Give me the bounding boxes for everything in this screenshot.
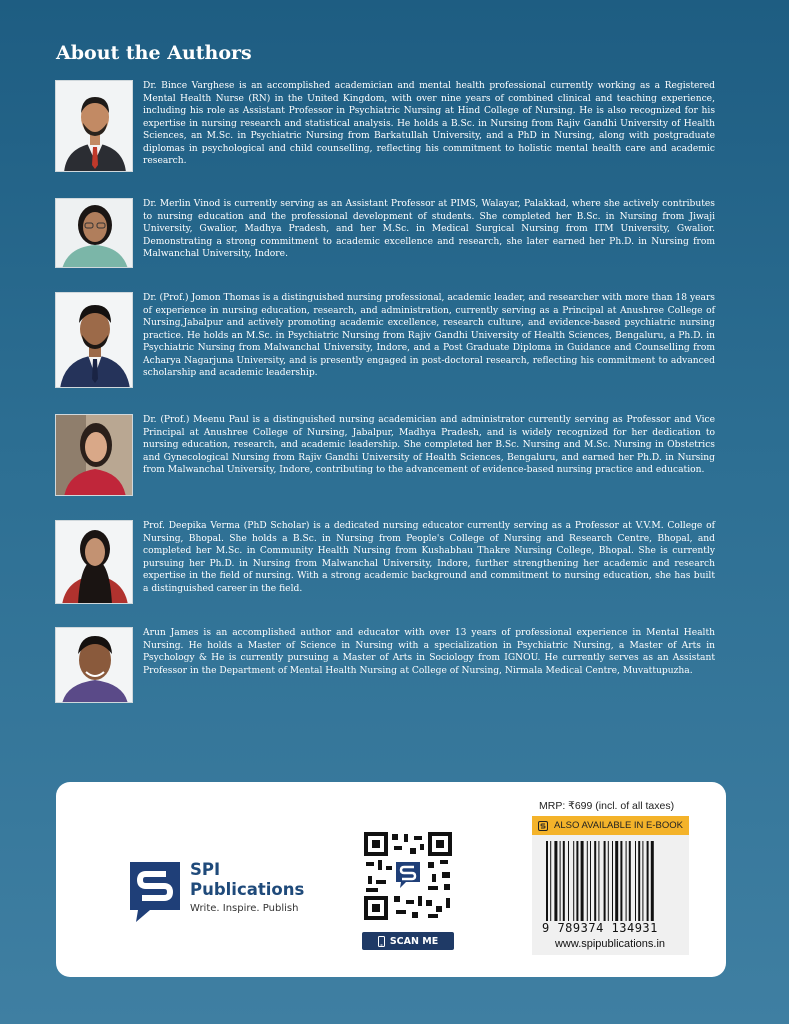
author-bio: Dr. Bince Varghese is an accomplished academician and mental health professional currently working as a Registered Mental Health Nurse (RN) in the United Kingdom, with over nine years of combined clinical and teaching experience, including his role as Assistant Professor in Psychiatric Nursing at Hind College of Nursing. He is also recognized for his expertise in nursing research and statistical analysis. He holds a B.Sc. in Nursing from Rajiv Gandhi University of Health Sciences, an M.Sc. in Psychiatric Nursing from Barkatullah University, and a PhD in Nursing, along with postgraduate diplomas in psychological and child counselling, reflecting his commitment to holistic mental health care and academic research. xyxy=(143,81,715,167)
barcode-area xyxy=(532,835,689,955)
author-photo xyxy=(55,627,133,703)
author-photo xyxy=(55,414,133,496)
publisher-name: SPI xyxy=(190,860,221,879)
author-bio: Dr. (Prof.) Jomon Thomas is a distinguished nursing professional, academic leader, and researcher with more than 18 years of experience in nursing education, research, and administration, currently serving as a Principal at Anushree College of Nursing,Jabalpur and actively promoting academic excellence, research culture, and evidence-based psychiatric nursing practice. He holds an M.Sc. in Psychiatric Nursing from Rajiv Gandhi University of Health Sciences, Bengaluru, a Ph.D. in Psychiatric Nursing from Malwanchal University, Indore, and a Post Graduate Diploma in Guidance and Counselling from Acharya Nagarjuna University, and is presently engaged in post-doctoral research, reflecting his commitment to advanced scholarship and academic leadership. xyxy=(143,293,715,379)
author-entry xyxy=(55,292,715,388)
publisher-name: Publications xyxy=(190,880,305,899)
author-photo xyxy=(55,292,133,388)
publisher-logo-icon xyxy=(126,858,184,924)
scan-me-label xyxy=(362,932,454,950)
phone-icon xyxy=(378,936,385,947)
publisher-website: www.spipublications.in xyxy=(554,938,666,950)
author-bio: Dr. Merlin Vinod is currently serving as an Assistant Professor at PIMS, Walayar, Palakkad, where she actively contributes to nursing education and the professional development of students. She completed her B.Sc. in Nursing from Jiwaji University, Gwalior, Madhya Pradesh, and her M.Sc. in Medical Surgical Nursing from ITM University, Gwalior. Demonstrating a strong commitment to academic excellence and research, she later earned her Ph.D. in Nursing from Malwanchal University, Indore. xyxy=(143,199,715,260)
author-photo xyxy=(55,198,133,268)
qr-code[interactable] xyxy=(362,830,454,922)
barcode xyxy=(546,841,674,921)
author-entry xyxy=(55,414,715,496)
author-bio: Prof. Deepika Verma (PhD Scholar) is a dedicated nursing educator currently serving as a Professor at V.V.M. College of Nursing, Bhopal. She holds a B.Sc. in Nursing from People's College of Nursing and Research Centre, Bhopal, and completed her M.Sc. in Community Health Nursing from Kushabhau Thakre Nursing College, Bhopal. She is currently pursuing her Ph.D. in Nursing from Malwanchal University, Indore, further strengthening her academic and research expertise in the field of nursing. With a strong academic background and commitment to nursing education, she has built a distinguished career in the field. xyxy=(143,521,715,594)
back-cover-panel xyxy=(56,782,726,977)
page-title: About the Authors xyxy=(56,42,252,64)
scan-me-text: SCAN ME xyxy=(389,935,439,947)
ebook-badge xyxy=(532,816,689,835)
ebook-text: ALSO AVAILABLE IN E-BOOK xyxy=(554,820,684,831)
author-bio: Dr. (Prof.) Meenu Paul is a distinguished nursing academician and administrator currently serving as Professor and Vice Principal at Anushree College of Nursing, Jabalpur, Madhya Pradesh, and is widely recognized for her dedication to nursing education, research, and academic leadership. She completed her B.Sc. Nursing and M.Sc. Nursing in Obstetrics and Gynecological Nursing from Rajiv Gandhi University of Health Sciences, Bengaluru, and earned her Ph.D. in Nursing from Malwanchal University, Indore, contributing to the advancement of evidence-based nursing practice and education. xyxy=(143,415,715,476)
author-entry xyxy=(55,198,715,268)
author-bio: Arun James is an accomplished author and educator with over 13 years of professional experience in Mental Health Nursing. He holds a Master of Science in Nursing with a specialization in Psychiatric Nursing, a Master of Arts in Psychology & He is currently pursuing a Master of Arts in Sociology from IGNOU. He currently serves as an Assistant Professor in the Department of Mental Health Nursing at College of Nursing, Nirmala Medical Centre, Muvattupuzha. xyxy=(143,628,715,676)
author-entry xyxy=(55,80,715,172)
publisher-logo xyxy=(126,858,316,928)
publisher-tagline: Write. Inspire. Publish xyxy=(190,903,299,914)
author-photo xyxy=(55,520,133,604)
author-entry xyxy=(55,627,715,703)
author-photo xyxy=(55,80,133,172)
price-label: MRP: ₹699 (incl. of all taxes) xyxy=(539,800,675,812)
ebook-icon xyxy=(538,821,548,831)
author-entry xyxy=(55,520,715,604)
isbn-number: 9 789374 134931 xyxy=(542,921,658,935)
